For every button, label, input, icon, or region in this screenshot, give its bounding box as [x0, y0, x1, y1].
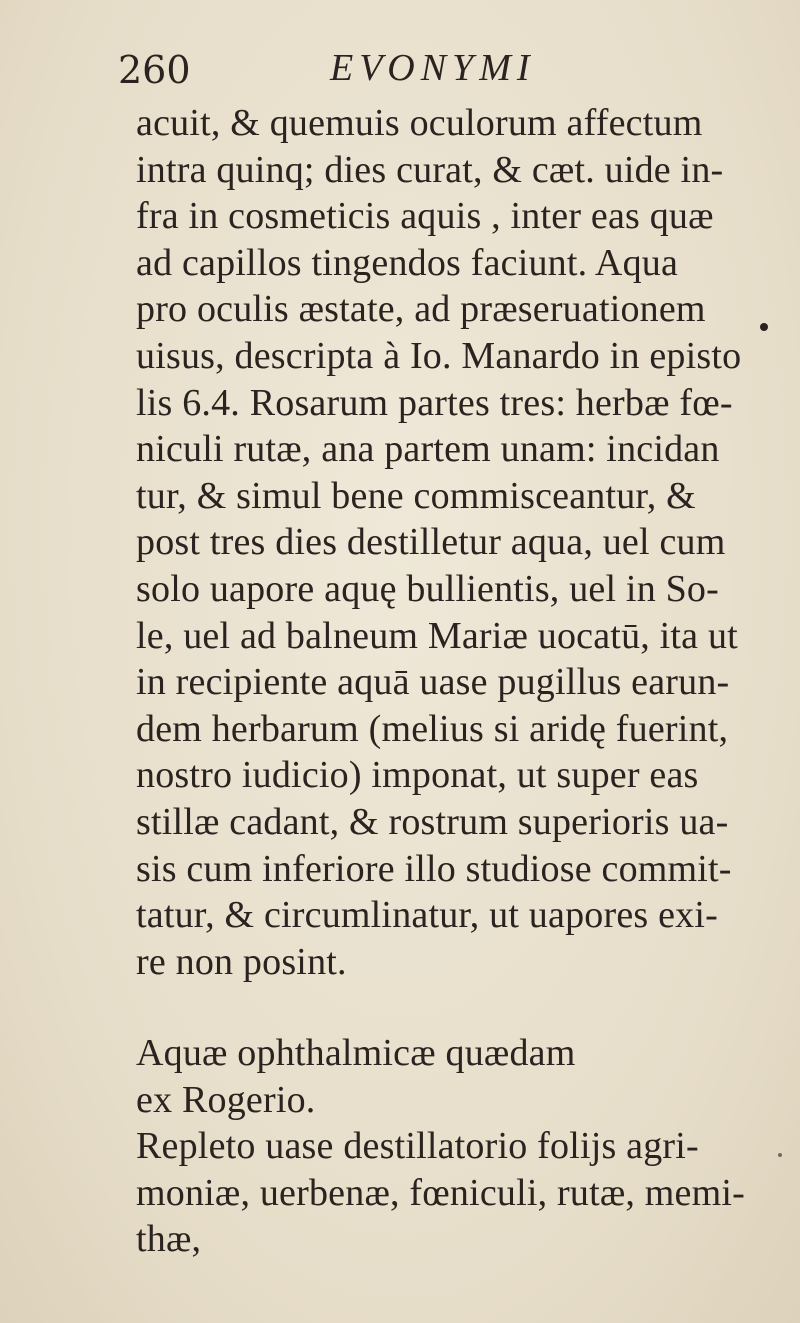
running-head: EVONYMI: [330, 47, 536, 89]
ink-spot: [760, 323, 768, 331]
section-subtitle: ex Rogerio.: [136, 1078, 316, 1121]
text-line: intra quinq; dies curat, & cæt. uide in-: [136, 148, 724, 191]
page-number: 260: [118, 48, 191, 92]
ink-spot: [778, 1153, 782, 1157]
text-line: fra in cosmeticis aquis , inter eas quæ: [136, 195, 714, 238]
text-line: lis 6.4. Rosarum partes tres: herbæ fœ-: [136, 381, 733, 424]
text-line: pro oculis æstate, ad præseruationem: [136, 288, 706, 331]
text-line: stillæ cadant, & rostrum superioris ua-: [136, 800, 729, 843]
text-line: acuit, & quemuis oculorum affectum: [136, 102, 703, 144]
text-line: dem herbarum (melius si aridę fuerint,: [136, 707, 729, 750]
text-line: uisus, descripta à Io. Manardo in episto: [136, 334, 742, 377]
text-line: tatur, & circumlinatur, ut uapores exi-: [136, 894, 718, 937]
text-line: Repleto uase destillatorio folijs agri-: [136, 1125, 699, 1167]
text-line: le, uel ad balneum Mariæ uocatū, ita ut: [136, 614, 738, 657]
section-heading: [136, 1030, 796, 1123]
text-line: moniæ, uerbenæ, fœniculi, rutæ, memi-: [136, 1171, 745, 1214]
paragraph-2: [136, 1123, 796, 1263]
section-title: Aquæ ophthalmicæ quædam: [136, 1032, 576, 1074]
text-line: in recipiente aquā uase pugillus earun-: [136, 661, 730, 704]
page-header: [0, 40, 800, 100]
text-line: nostro iudicio) imponat, ut super eas: [136, 754, 699, 797]
catchword: thæ,: [136, 1218, 202, 1261]
text-line: sis cum inferiore illo studiose commit-: [136, 847, 732, 890]
paragraph-1: [136, 100, 796, 985]
text-line: ad capillos tingendos faciunt. Aqua: [136, 241, 679, 284]
text-line: solo uapore aquę bullientis, uel in So-: [136, 567, 719, 610]
text-line: tur, & simul bene commisceantur, &: [136, 474, 696, 517]
text-line: re non posint.: [136, 940, 347, 983]
text-line: post tres dies destilletur aqua, uel cum: [136, 521, 726, 564]
text-line: niculi rutæ, ana partem unam: incidan: [136, 428, 720, 471]
